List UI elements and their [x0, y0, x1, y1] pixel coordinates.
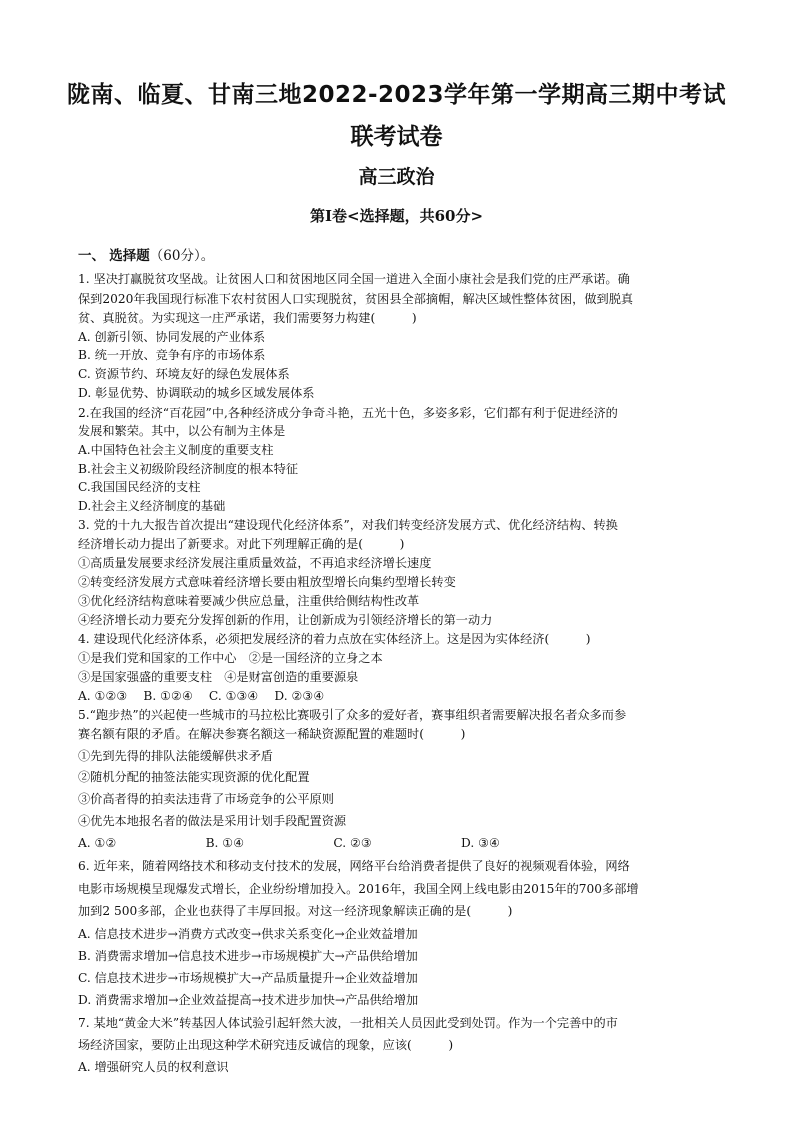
- text-line: ②转变经济发展方式意味着经济增长要由粗放型增长向集约型增长转变: [78, 575, 456, 589]
- section-score: （60分）。: [149, 248, 215, 264]
- text-line: ③优化经济结构意味着要减少供应总量，注重供给侧结构性改革: [78, 594, 420, 608]
- text-line: A. 创新引领、协同发展的产业体系: [78, 330, 266, 344]
- text-line: 电影市场规模呈现爆发式增长，企业纷纷增加投入。2016年，我国全网上线电影由2015年的700多部增: [78, 882, 639, 896]
- text-line: ③价高者得的拍卖法违背了市场竞争的公平原则: [78, 792, 334, 806]
- text-line: 3. 党的十九大报告首次提出“建设现代化经济体系”，对我们转变经济发展方式、优化经济结构、转换: [78, 518, 618, 532]
- text-line: 贫、真脱贫。为实现这一庄严承诺，我们需要努力构建( ): [78, 311, 417, 325]
- text-line: D.社会主义经济制度的基础: [78, 499, 226, 513]
- text-line: ①先到先得的排队法能缓解供求矛盾: [78, 749, 273, 763]
- exam-title-line2: 联考试卷: [350, 124, 443, 150]
- text-line: ④经济增长动力要充分发挥创新的作用，让创新成为引领经济增长的第一动力: [78, 613, 493, 627]
- section-heading: [78, 244, 214, 264]
- text-line: 4. 建设现代化经济体系，必须把发展经济的着力点放在实体经济上。这是因为实体经济( ): [78, 632, 591, 646]
- text-line: ①高质量发展要求经济发展注重质量效益，不再追求经济增长速度: [78, 556, 432, 570]
- text-line: C. 资源节约、环境友好的绿色发展体系: [78, 367, 290, 381]
- text-line: 5.“跑步热”的兴起使一些城市的马拉松比赛吸引了众多的爱好者，赛事组织者需要解决报名者众多而参: [78, 708, 627, 722]
- text-line: ③是国家强盛的重要支柱 ④是财富创造的重要源泉: [78, 670, 359, 684]
- text-line: 1. 坚决打赢脱贫攻坚战。让贫困人口和贫困地区同全国一道进入全面小康社会是我们党的庄严承诺。确: [78, 272, 630, 286]
- subject-heading: 高三政治: [358, 166, 435, 188]
- text-line: B.社会主义初级阶段经济制度的根本特征: [78, 462, 299, 476]
- text-line: C.我国国民经济的支柱: [78, 480, 201, 494]
- text-line: A. 增强研究人员的权利意识: [78, 1060, 229, 1074]
- text-line: B. 消费需求增加→信息技术进步→市场规模扩大→产品供给增加: [78, 949, 418, 963]
- text-line: 赛名额有限的矛盾。在解决参赛名额这一稀缺资源配置的难题时( ): [78, 727, 466, 741]
- text-line: 加到2 500多部，企业也获得了丰厚回报。对这一经济现象解读正确的是( ): [78, 904, 513, 918]
- text-line: D. 彰显优势、协调联动的城乡区域发展体系: [78, 386, 315, 400]
- text-line: ②随机分配的抽签法能实现资源的优化配置: [78, 770, 310, 784]
- text-line: 6. 近年来，随着网络技术和移动支付技术的发展，网络平台给消费者提供了良好的视频观看体验，网络: [78, 859, 630, 873]
- text-line: D. 消费需求增加→企业效益提高→技术进步加快→产品供给增加: [78, 993, 419, 1007]
- section-number: 一、: [78, 248, 105, 264]
- text-line: 发展和繁荣。其中，以公有制为主体是: [78, 424, 286, 438]
- text-line: C. 信息技术进步→市场规模扩大→产品质量提升→企业效益增加: [78, 971, 418, 985]
- text-line: A. ①②③ B. ①②④ C. ①③④ D. ②③④: [78, 689, 325, 703]
- text-line: 场经济国家，要防止出现这种学术研究违反诚信的现象，应该( ): [78, 1038, 454, 1052]
- section-name: 选择题: [109, 248, 150, 264]
- exam-title: 陇南、临夏、甘南三地2022-2023学年第一学期高三期中考试: [66, 82, 727, 108]
- text-line: 经济增长动力提出了新要求。对此下列理解正确的是( ): [78, 537, 405, 551]
- text-line: A.中国特色社会主义制度的重要支柱: [78, 443, 274, 457]
- text-line: ④优先本地报名者的做法是采用计划手段配置资源: [78, 814, 347, 828]
- text-line: ①是我们党和国家的工作中心 ②是一国经济的立身之本: [78, 651, 383, 665]
- text-line: A. 信息技术进步→消费方式改变→供求关系变化→企业效益增加: [78, 927, 418, 941]
- text-line: B. 统一开放、竞争有序的市场体系: [78, 348, 266, 362]
- text-line: 7. 某地“黄金大米”转基因人体试验引起轩然大波，一批相关人员因此受到处罚。作为一个完善中的市: [78, 1016, 618, 1030]
- text-line: 保到2020年我国现行标准下农村贫困人口实现脱贫，贫困县全部摘帽，解决区域性整体贫困，做到脱真: [78, 292, 634, 306]
- text-line: A. ①② B. ①④ C. ②③ D. ③④: [78, 836, 500, 850]
- text-line: 2.在我国的经济“百花园”中,各种经济成分争奇斗艳，五光十色，多姿多彩，它们都有利于促进经济的: [78, 406, 618, 420]
- part-heading: 第Ⅰ卷<选择题，共60分>: [309, 207, 484, 225]
